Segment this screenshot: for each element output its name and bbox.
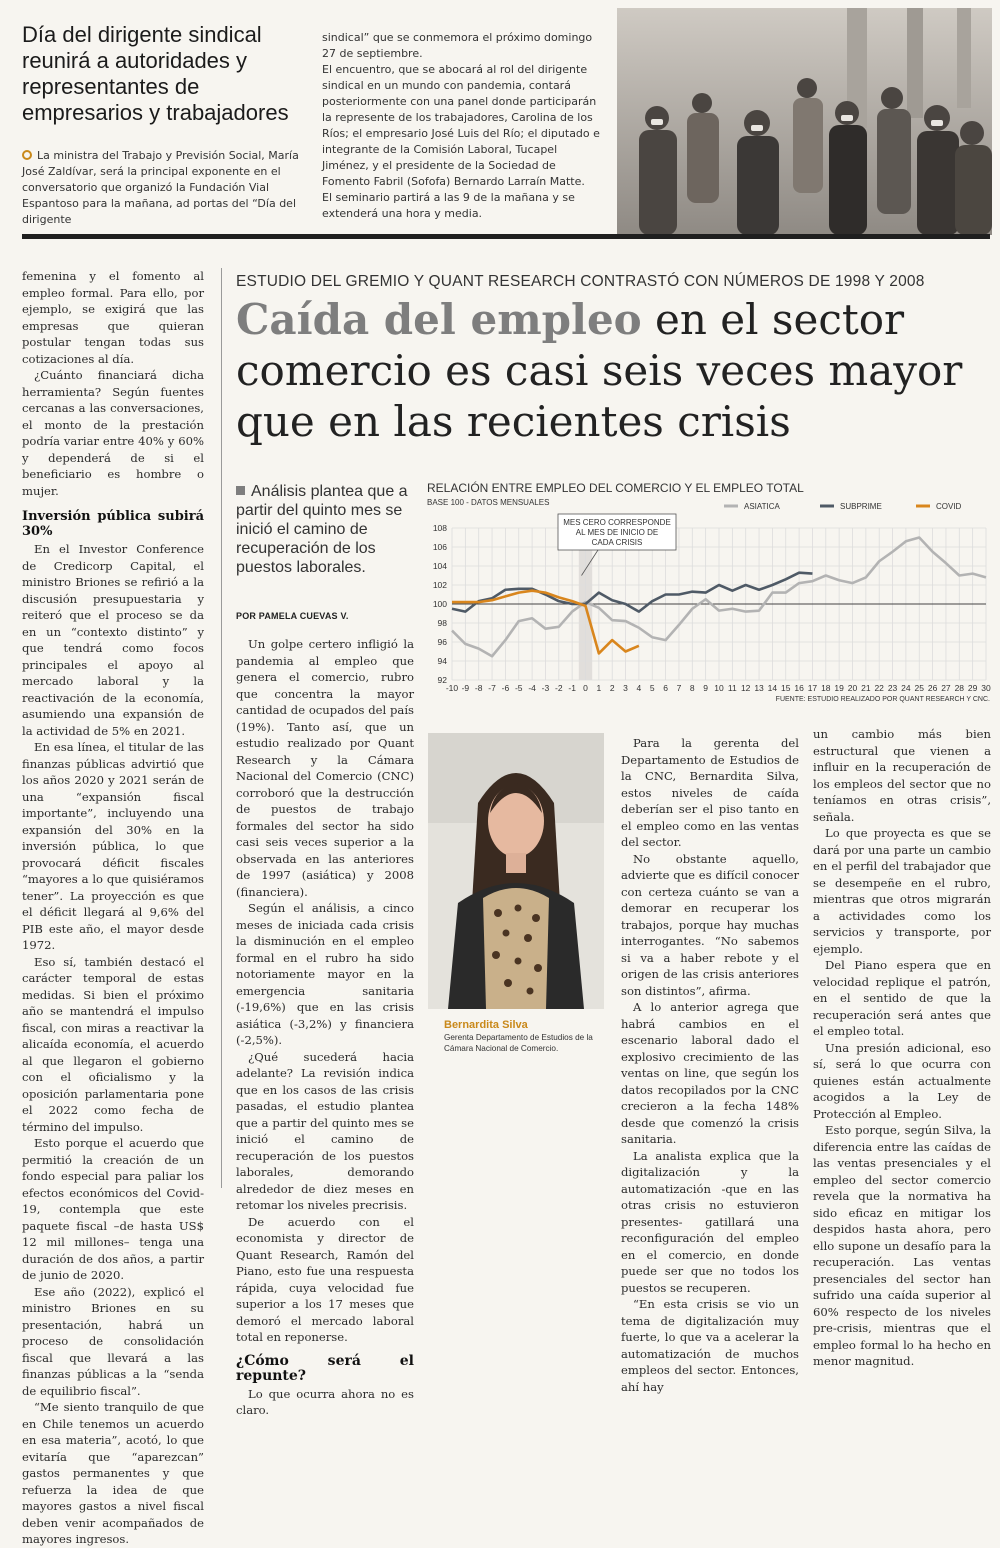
left-p1: femenina y el fomento al empleo formal. Para ello, por ejemplo, se exigirá que las empresas que quieran postular tengan todas sus cotizaciones al día. [22, 269, 204, 366]
r2-p2: Lo que proyecta es que se dará por una parte un cambio en el perfil del trabajador que se desempeñe en el rubro, mientras que otros migrarán a actividades como los servicios y transporte, por ejemplo. [813, 826, 991, 956]
x-tick-label: 18 [821, 683, 831, 693]
left-p6: Esto porque el acuerdo que permitió la creación de un fondo especial para paliar los efectos económicos del Covid-19, contempla que este paquete fiscal –de hasta US$ 12 mil millones– tenga una duración de dos años, a partir de junio de 2020. [22, 1136, 204, 1282]
y-tick-label: 98 [437, 618, 447, 628]
r1-p5: “En esta crisis se vio un tema de digitalización muy fuerte, lo que va a acelerar la automatización de muchos empleos del sector. Entonces, ahí hay [621, 1297, 799, 1394]
right-column-1 [621, 735, 799, 1395]
x-tick-label: 5 [649, 683, 655, 693]
annotation-line: CADA CRISIS [591, 538, 643, 547]
legend-label-covid: COVID [936, 502, 962, 511]
x-tick-label: 25 [914, 683, 924, 693]
x-tick-label: 27 [941, 683, 951, 693]
top-lead [22, 148, 307, 228]
r2-p5: Esto porque, según Silva, la diferencia entre las caídas de las ventas presenciales y el empleo del sector comercio revela que la normativa ha sido eficaz en mitigar los despidos hasta ahora, pero ello supone un desafío para la recuperación. Las ventas presenciales del sector han sufrido una caída superior al 60% respecto de los niveles pre-crisis, mientras que el empleo formal lo ha hecho en menor magnitud. [813, 1123, 991, 1368]
middle-column [236, 636, 414, 1419]
mid-p1: Un golpe certero infligió la pandemia al empleo que genera el comercio, rubro que concentra la mayor cantidad de ocupados del país (19%). Tanto así, que un estudio realizado por Quant Research y la Cámara Nacional del Comercio (CNC) corroboró que la destrucción de puestos de trabajo formales del sector ha sido casi seis veces superior a la observada en las anteriores de 1997 (asiática) y 2008 (financiera). [236, 637, 414, 899]
x-tick-label: -5 [514, 683, 523, 693]
x-tick-label: 8 [689, 683, 695, 693]
left-column [22, 268, 204, 1548]
top-headline: Día del dirigente sindical reunirá a autoridades y representantes de empresarios y trabajadores [22, 22, 289, 125]
x-tick-label: 22 [874, 683, 884, 693]
x-tick-label: 28 [954, 683, 965, 693]
top-col2-p2: El encuentro, que se abocará al rol del dirigente sindical en un mundo con pandemia, contará posteriormente con una panel donde participarán la represente de los trabajadores, Carolina de los Ríos; el empresario José Luis del Río; el diputado e integrante de la Comisión Laboral, Tucapel Jiménez, y el presidente de la Sociedad de Fomento Fabril (Sofofa) Bernardo Larraín Matte. [322, 63, 600, 188]
y-tick-label: 102 [432, 580, 447, 590]
top-col2-p3: El seminario partirá a las 9 de la mañana y se extenderá una hora y media. [322, 191, 575, 220]
x-tick-label: -7 [488, 683, 496, 693]
y-tick-label: 94 [437, 656, 447, 666]
article-kicker: ESTUDIO DEL GREMIO Y QUANT RESEARCH CONTRASTÓ CON NÚMEROS DE 1998 Y 2008 [236, 273, 925, 290]
article-headline [236, 294, 996, 447]
x-tick-label: 0 [583, 683, 588, 693]
employment-chart [424, 494, 996, 694]
x-tick-label: 11 [727, 683, 737, 693]
left-p8: “Me siento tranquilo de que en Chile tenemos un acuerdo en esa materia”, acotó, lo que evitaría que “aparezcan” gastos permanentes y que refuerza la idea de que mayores gastos a nivel fiscal deben venir acompañados de mayores ingresos. [22, 1400, 204, 1546]
top-divider-rule [22, 234, 990, 239]
x-tick-label: -8 [474, 683, 483, 693]
r2-p4: Una presión adicional, eso sí, será lo que ocurra con quienes están actualmente acogidos a la Ley de Protección al Empleo. [813, 1040, 991, 1121]
x-tick-label: -4 [528, 683, 536, 693]
x-tick-label: 14 [767, 683, 778, 693]
top-lead-text: La ministra del Trabajo y Previsión Social, María José Zaldívar, será la principal exponente en el conversatorio que organizó la Fundación Vial Espantoso para la mañana, ad portas del “Día del dirigente [22, 149, 299, 226]
annotation-line: MES CERO CORRESPONDE [563, 518, 671, 527]
left-p7: Ese año (2022), explicó el ministro Briones en su presentación, habrá un proceso de consolidación fiscal que llevará a las finanzas públicas a la “senda de equilibrio fiscal”. [22, 1284, 204, 1398]
headline-rest: en el sector comercio es casi seis veces mayor que en las recientes crisis [236, 295, 963, 446]
photo-caption-description: Gerenta Departamento de Estudios de la Cámara Nacional de Comercio. [444, 1033, 593, 1053]
x-tick-label: 17 [807, 683, 818, 693]
mid-p4: De acuerdo con el economista y director de Quant Research, Ramón del Piano, esto fue una respuesta rápida, cuya velocidad fue superior a los 17 meses que demoró el mercado laboral total en reponerse. [236, 1214, 414, 1344]
r1-p1: Para la gerenta del Departamento de Estudios de la CNC, Bernardita Silva, estos niveles de caída deberían ser el piso tanto en el empleo como en las ventas del sector. [621, 736, 799, 849]
x-tick-label: 7 [676, 683, 682, 693]
x-tick-label: -2 [555, 683, 563, 693]
x-tick-label: 29 [967, 683, 978, 693]
left-p4: En esa línea, el titular de las finanzas públicas advirtió que los años 2020 y 2021 serán de una “expansión fiscal importante”, incluyendo una expansión del 30% en la inversión pública, lo que provocará déficit fiscales “mayores a lo que quisiéramos tener”. La proyección es que el déficit llegará al 9,6% del PIB este año, el mayor desde 1972. [22, 740, 204, 952]
mid-p2: Según el análisis, a cinco meses de iniciada cada crisis la disminución en el empleo formal en el rubro ha sido notoriamente mayor en la emergencia sanitaria (-19,6%) que en las crisis asiática (-3,2%) y financiera (-2,5%). [236, 901, 414, 1047]
mid-p3: ¿Qué sucederá hacia adelante? La revisión indica que en los casos de las crisis pasadas, el estudio plantea que a partir del quinto mes se inició el camino de recuperación de los puestos laborales, demorando alrededor de diez meses en retomar los niveles precrisis. [236, 1049, 414, 1212]
article-summary [236, 482, 408, 577]
y-tick-label: 100 [432, 599, 447, 609]
chart-subtitle: BASE 100 - DATOS MENSUALES [427, 498, 550, 507]
left-p2: ¿Cuánto financiará dicha herramienta? Según fuentes cercanas a las conversaciones, el monto de la prestación podría variar entre 40% y 60% y dependerá de si el beneficiario es hombre o mujer. [22, 368, 204, 498]
x-tick-label: 21 [861, 683, 871, 693]
x-tick-label: -1 [568, 683, 576, 693]
x-tick-label: -9 [461, 683, 470, 693]
chart-source: FUENTE: ESTUDIO REALIZADO POR QUANT RESEARCH Y CNC. [775, 696, 990, 703]
headline-emphasis: Caída del empleo [236, 295, 642, 344]
chart-title: RELACIÓN ENTRE EMPLEO DEL COMERCIO Y EL EMPLEO TOTAL [427, 481, 804, 495]
r2-p3: Del Piano espera que en velocidad replique el patrón, en el sentido de que la recuperación será antes que el empleo total. [813, 958, 991, 1038]
left-p3: En el Investor Conference de Credicorp Capital, el ministro Briones se refirió a la discusión presupuestaria y reiteró que el proceso se da en un “contexto distinto” y que tendrá como focos principales el apoyo al mercado laboral y la reactivación de la economía, asumiendo una expansión de la actividad de 5% en 2021. [22, 542, 204, 738]
y-tick-label: 108 [432, 523, 447, 533]
x-tick-label: 23 [887, 683, 898, 693]
r2-p1: un cambio más bien estructural que vienen a influir en la recuperación de los empleos del sector que no teníamos en otras crisis”, señala. [813, 727, 991, 824]
x-tick-label: 15 [781, 683, 791, 693]
y-tick-label: 92 [437, 675, 447, 685]
left-subhead: Inversión pública subirá 30% [22, 509, 204, 539]
x-tick-label: 20 [847, 683, 858, 693]
r1-p2: No obstante aquello, advierte que es difícil conocer con certeza cuánto se van a demorar en recuperar los trabajos, porque hay muchas interrogantes. “No sabemos si va a haber rebote y el origen de las crisis anteriores son distintos”, afirma. [621, 851, 799, 998]
x-tick-label: -10 [445, 683, 459, 693]
x-tick-label: 1 [596, 683, 602, 693]
x-tick-label: 30 [981, 683, 991, 693]
bullet-circle-icon [22, 150, 32, 160]
x-tick-label: 6 [663, 683, 668, 693]
x-tick-label: 19 [834, 683, 844, 693]
annotation-line: AL MES DE INICIO DE [575, 528, 659, 537]
x-tick-label: 3 [623, 683, 628, 693]
mid-subhead: ¿Cómo será el repunte? [236, 1352, 414, 1384]
byline: POR PAMELA CUEVAS V. [236, 611, 349, 621]
photo-caption-name: Bernardita Silva [444, 1019, 528, 1031]
portrait-photo [428, 733, 604, 1009]
article-summary-text: Análisis plantea que a partir del quinto mes se inició el camino de recuperación de los puestos laborales. [236, 483, 408, 576]
left-p5: Eso sí, también destacó el carácter temporal de estas medidas. Si bien el próximo año se mantendrá el impulso fiscal, con miras a reactivar la alicaída economía, el acuerdo al que llegaron el gobierno con el oficialismo y la oposición parlamentaria pone el 2022 como fecha de término del impulso. [22, 954, 204, 1134]
top-second-column [322, 30, 607, 222]
crowd-photo [617, 8, 992, 235]
r1-p4: La analista explica que la digitalización y la automatización -que en las otras crisis no estuvieron presentes- gatillará una reconfiguración del empleo en el comercio, en donde puede ser que no todos los puestos se recuperen. [621, 1148, 799, 1295]
series-line-subprime [452, 573, 812, 612]
right-column-2 [813, 726, 991, 1370]
x-tick-label: 2 [609, 683, 615, 693]
x-tick-label: 16 [794, 683, 804, 693]
column-divider [221, 268, 222, 1188]
y-tick-label: 104 [432, 561, 447, 571]
x-tick-label: 24 [901, 683, 911, 693]
x-tick-label: 13 [754, 683, 764, 693]
mid-p5: Lo que ocurra ahora no es claro. [236, 1386, 414, 1417]
y-tick-label: 96 [437, 637, 447, 647]
r1-p3: A lo anterior agrega que habrá cambios en el escenario laboral dado el explosivo crecimiento de las ventas on line, que según los datos recopilados por la CNC crecieron a la fecha 148% desde que comenzó la crisis sanitaria. [621, 1000, 799, 1146]
square-bullet-icon [236, 486, 245, 495]
x-tick-label: -6 [501, 683, 510, 693]
legend-label-subprime: SUBPRIME [840, 502, 882, 511]
x-tick-label: 9 [703, 683, 709, 693]
y-tick-label: 106 [432, 542, 447, 552]
x-tick-label: 10 [714, 683, 724, 693]
top-col2-p1: sindical” que se conmemora el próximo domingo 27 de septiembre. [322, 31, 593, 60]
x-tick-label: 26 [927, 683, 938, 693]
x-tick-label: -3 [541, 683, 550, 693]
x-tick-label: 12 [740, 683, 751, 693]
x-tick-label: 4 [636, 683, 642, 693]
legend-label-asiatica: ASIATICA [744, 502, 780, 511]
